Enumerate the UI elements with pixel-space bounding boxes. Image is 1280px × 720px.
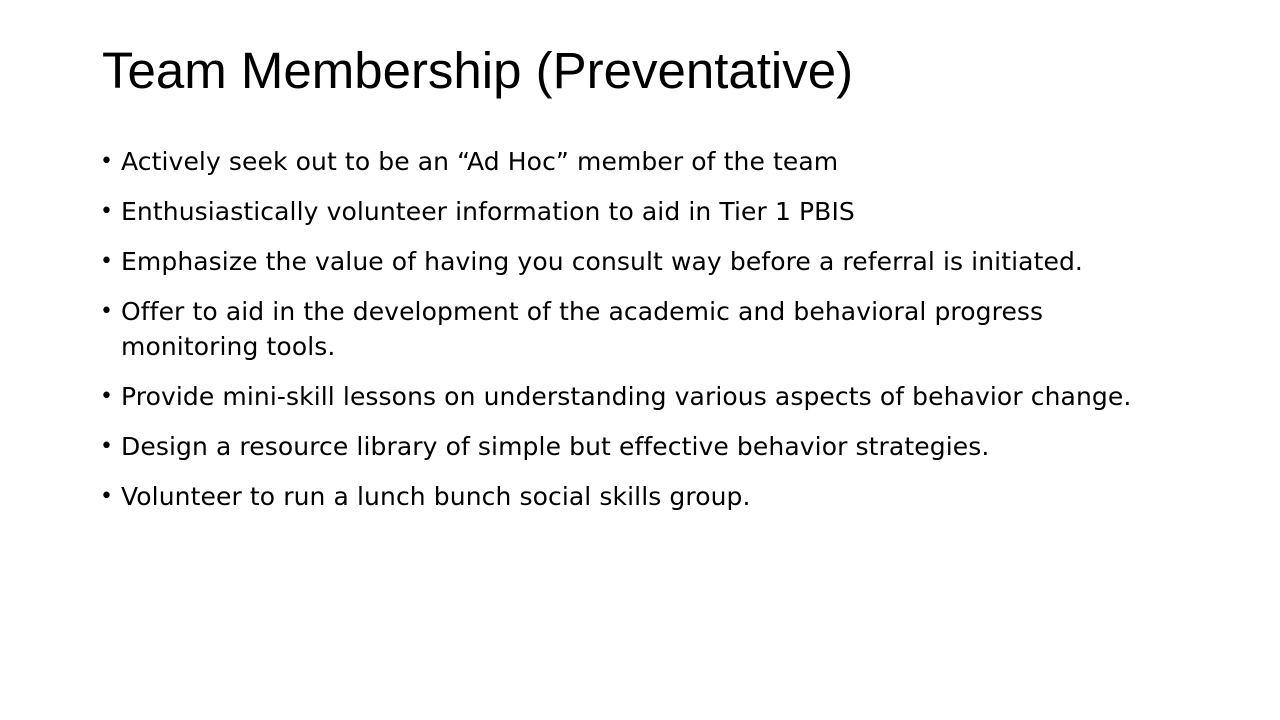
bullet-dot-icon: • — [100, 299, 113, 324]
bullet-text: Actively seek out to be an “Ad Hoc” member of the team — [121, 147, 839, 176]
bullet-text: Offer to aid in the development of the academic and behavioral progress monitoring tools. — [121, 297, 1044, 361]
bullet-text: Volunteer to run a lunch bunch social skills group. — [121, 482, 751, 511]
bullet-text: Enthusiastically volunteer information to aid in Tier 1 PBIS — [121, 197, 855, 226]
bullet-item — [100, 479, 1180, 514]
bullet-list — [100, 144, 1180, 529]
bullet-text: Design a resource library of simple but effective behavior strategies. — [121, 432, 990, 461]
bullet-item — [100, 144, 1180, 179]
slide-title: Team Membership (Preventative) — [102, 42, 854, 99]
bullet-dot-icon: • — [100, 249, 113, 274]
bullet-item — [100, 194, 1180, 229]
bullet-dot-icon: • — [100, 484, 113, 509]
bullet-item — [100, 379, 1180, 414]
bullet-text: Emphasize the value of having you consult way before a referral is initiated. — [121, 247, 1083, 276]
bullet-item — [100, 244, 1180, 279]
bullet-item — [100, 429, 1180, 464]
bullet-dot-icon: • — [100, 149, 113, 174]
bullet-dot-icon: • — [100, 434, 113, 459]
bullet-dot-icon: • — [100, 199, 113, 224]
bullet-item — [100, 294, 1180, 364]
bullet-text: Provide mini-skill lessons on understanding various aspects of behavior change. — [121, 382, 1132, 411]
bullet-dot-icon: • — [100, 384, 113, 409]
